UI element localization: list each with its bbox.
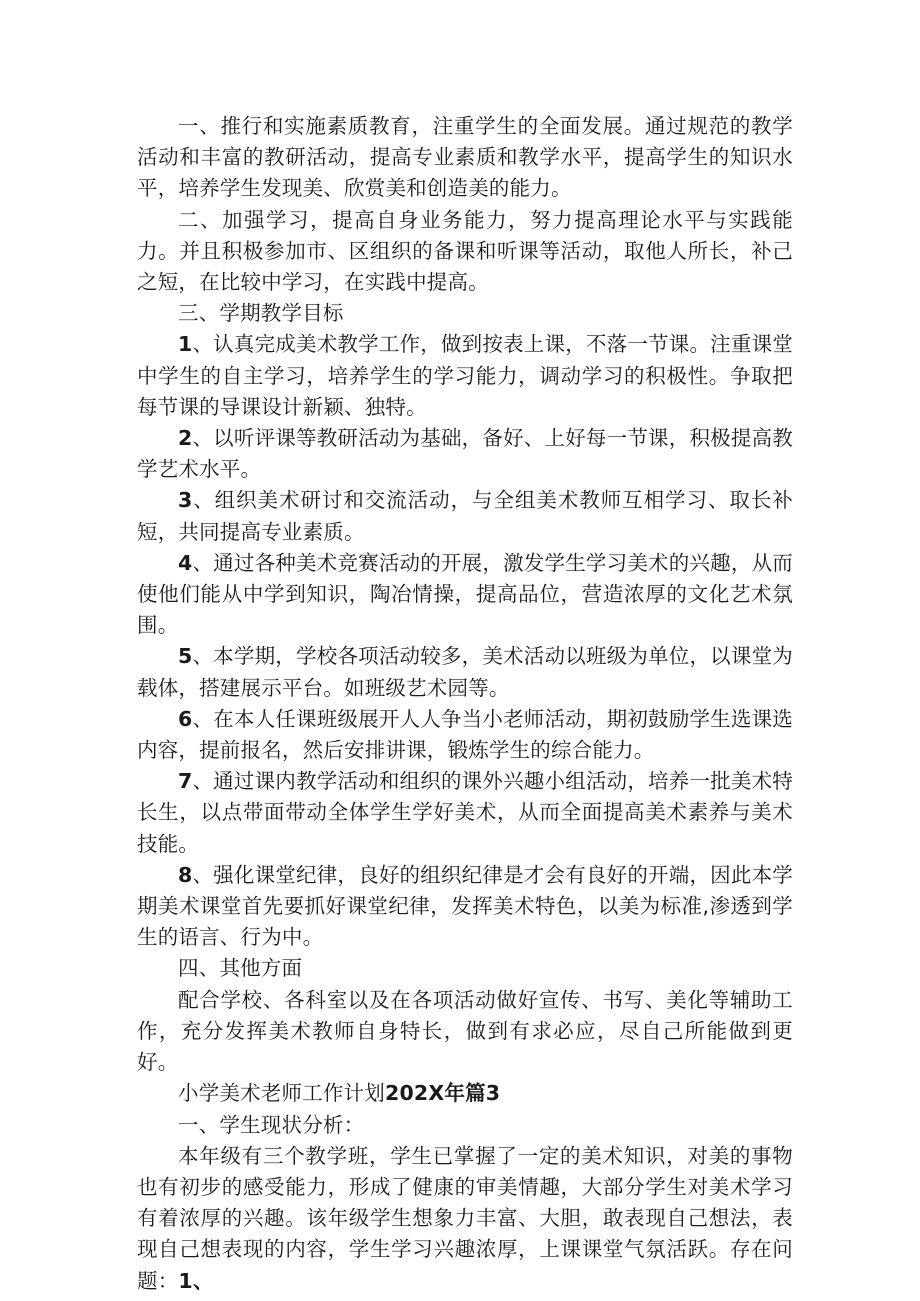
title-year: 202X年篇3: [385, 1081, 501, 1106]
list-item-number: 7: [178, 769, 193, 794]
article-title: [137, 1078, 793, 1109]
list-item-text: 、组织美术研讨和交流活动，与全组美术教师互相学习、取长补短，共同提高专业素质。: [137, 488, 793, 544]
list-item: [137, 548, 793, 642]
list-item: [137, 860, 793, 954]
section-heading: [137, 953, 793, 984]
list-item: [137, 423, 793, 485]
heading-text: 一、学生现状分析：: [178, 1112, 365, 1137]
paragraph: [137, 111, 793, 205]
list-item-text: 、以听评课等教研活动为基础，备好、上好每一节课，积极提高教学艺术水平。: [137, 426, 793, 482]
paragraph: [137, 205, 793, 299]
list-item: [137, 641, 793, 703]
list-item-text: 、通过各种美术竞赛活动的开展，激发学生学习美术的兴趣，从而使他们能从中学到知识，陶冶情操，提高品位，营造浓厚的文化艺术氛围。: [137, 550, 793, 638]
heading-text: 三、学期教学目标: [178, 301, 344, 326]
paragraph: [137, 985, 793, 1079]
list-item-text: 、认真完成美术教学工作，做到按表上课，不落一节课。注重课堂中学生的自主学习，培养学生的学习能力，调动学习的积极性。争取把每节课的导课设计新颖、独特。: [137, 332, 793, 419]
paragraph-text: 配合学校、各科室以及在各项活动做好宣传、书写、美化等辅助工作，充分发挥美术教师自身特长，做到有求必应，尽自己所能做到更好。: [137, 987, 793, 1075]
list-item-number: 8: [178, 862, 193, 887]
paragraph-trailing-number: 1、: [178, 1268, 214, 1293]
list-item: [137, 329, 793, 423]
list-item-number: 4: [178, 550, 193, 575]
paragraph: [137, 1141, 793, 1297]
list-item-text: 、强化课堂纪律，良好的组织纪律是才会有良好的开端，因此本学期美术课堂首先要抓好课堂纪律，发挥美术特色，以美为标准,渗透到学生的语言、行为中。: [137, 862, 793, 950]
paragraph-text: 一、推行和实施素质教育，注重学生的全面发展。通过规范的教学活动和丰富的教研活动，提高专业素质和教学水平，提高学生的知识水平，培养学生发现美、欣赏美和创造美的能力。: [137, 114, 793, 201]
list-item-number: 5: [178, 644, 193, 669]
list-item-number: 3: [178, 488, 193, 513]
list-item-text: 、本学期，学校各项活动较多，美术活动以班级为单位，以课堂为载体，搭建展示平台。如班级艺术园等。: [137, 644, 793, 700]
section-heading: [137, 298, 793, 329]
paragraph-text: 本年级有三个教学班，学生已掌握了一定的美术知识，对美的事物也有初步的感受能力，形成了健康的审美情趣，大部分学生对美术学习有着浓厚的兴趣。该年级学生想象力丰富、大胆，敢表现自己想法，表现自己想表现的内容，学生学习兴趣浓厚，上课课堂气氛活跃。存在问题：: [137, 1143, 793, 1293]
list-item: [137, 704, 793, 766]
list-item: [137, 766, 793, 860]
list-item-text: 、在本人任课班级展开人人争当小老师活动，期初鼓励学生选课选内容，提前报名，然后安排讲课，锻炼学生的综合能力。: [137, 706, 793, 763]
list-item: [137, 485, 793, 547]
list-item-number: 2: [178, 426, 193, 451]
document-body: [137, 111, 793, 1297]
paragraph-text: 二、加强学习，提高自身业务能力，努力提高理论水平与实践能力。并且积极参加市、区组织的备课和听课等活动，取他人所长，补己之短，在比较中学习，在实践中提高。: [137, 207, 793, 295]
list-item-text: 、通过课内教学活动和组织的课外兴趣小组活动，培养一批美术特长生，以点带面带动全体学生学好美术，从而全面提高美术素养与美术技能。: [137, 769, 793, 856]
list-item-number: 6: [178, 706, 193, 731]
heading-text: 四、其他方面: [178, 956, 303, 981]
section-heading: [137, 1110, 793, 1141]
list-item-number: 1: [178, 332, 193, 357]
title-text: 小学美术老师工作计划: [178, 1081, 385, 1106]
